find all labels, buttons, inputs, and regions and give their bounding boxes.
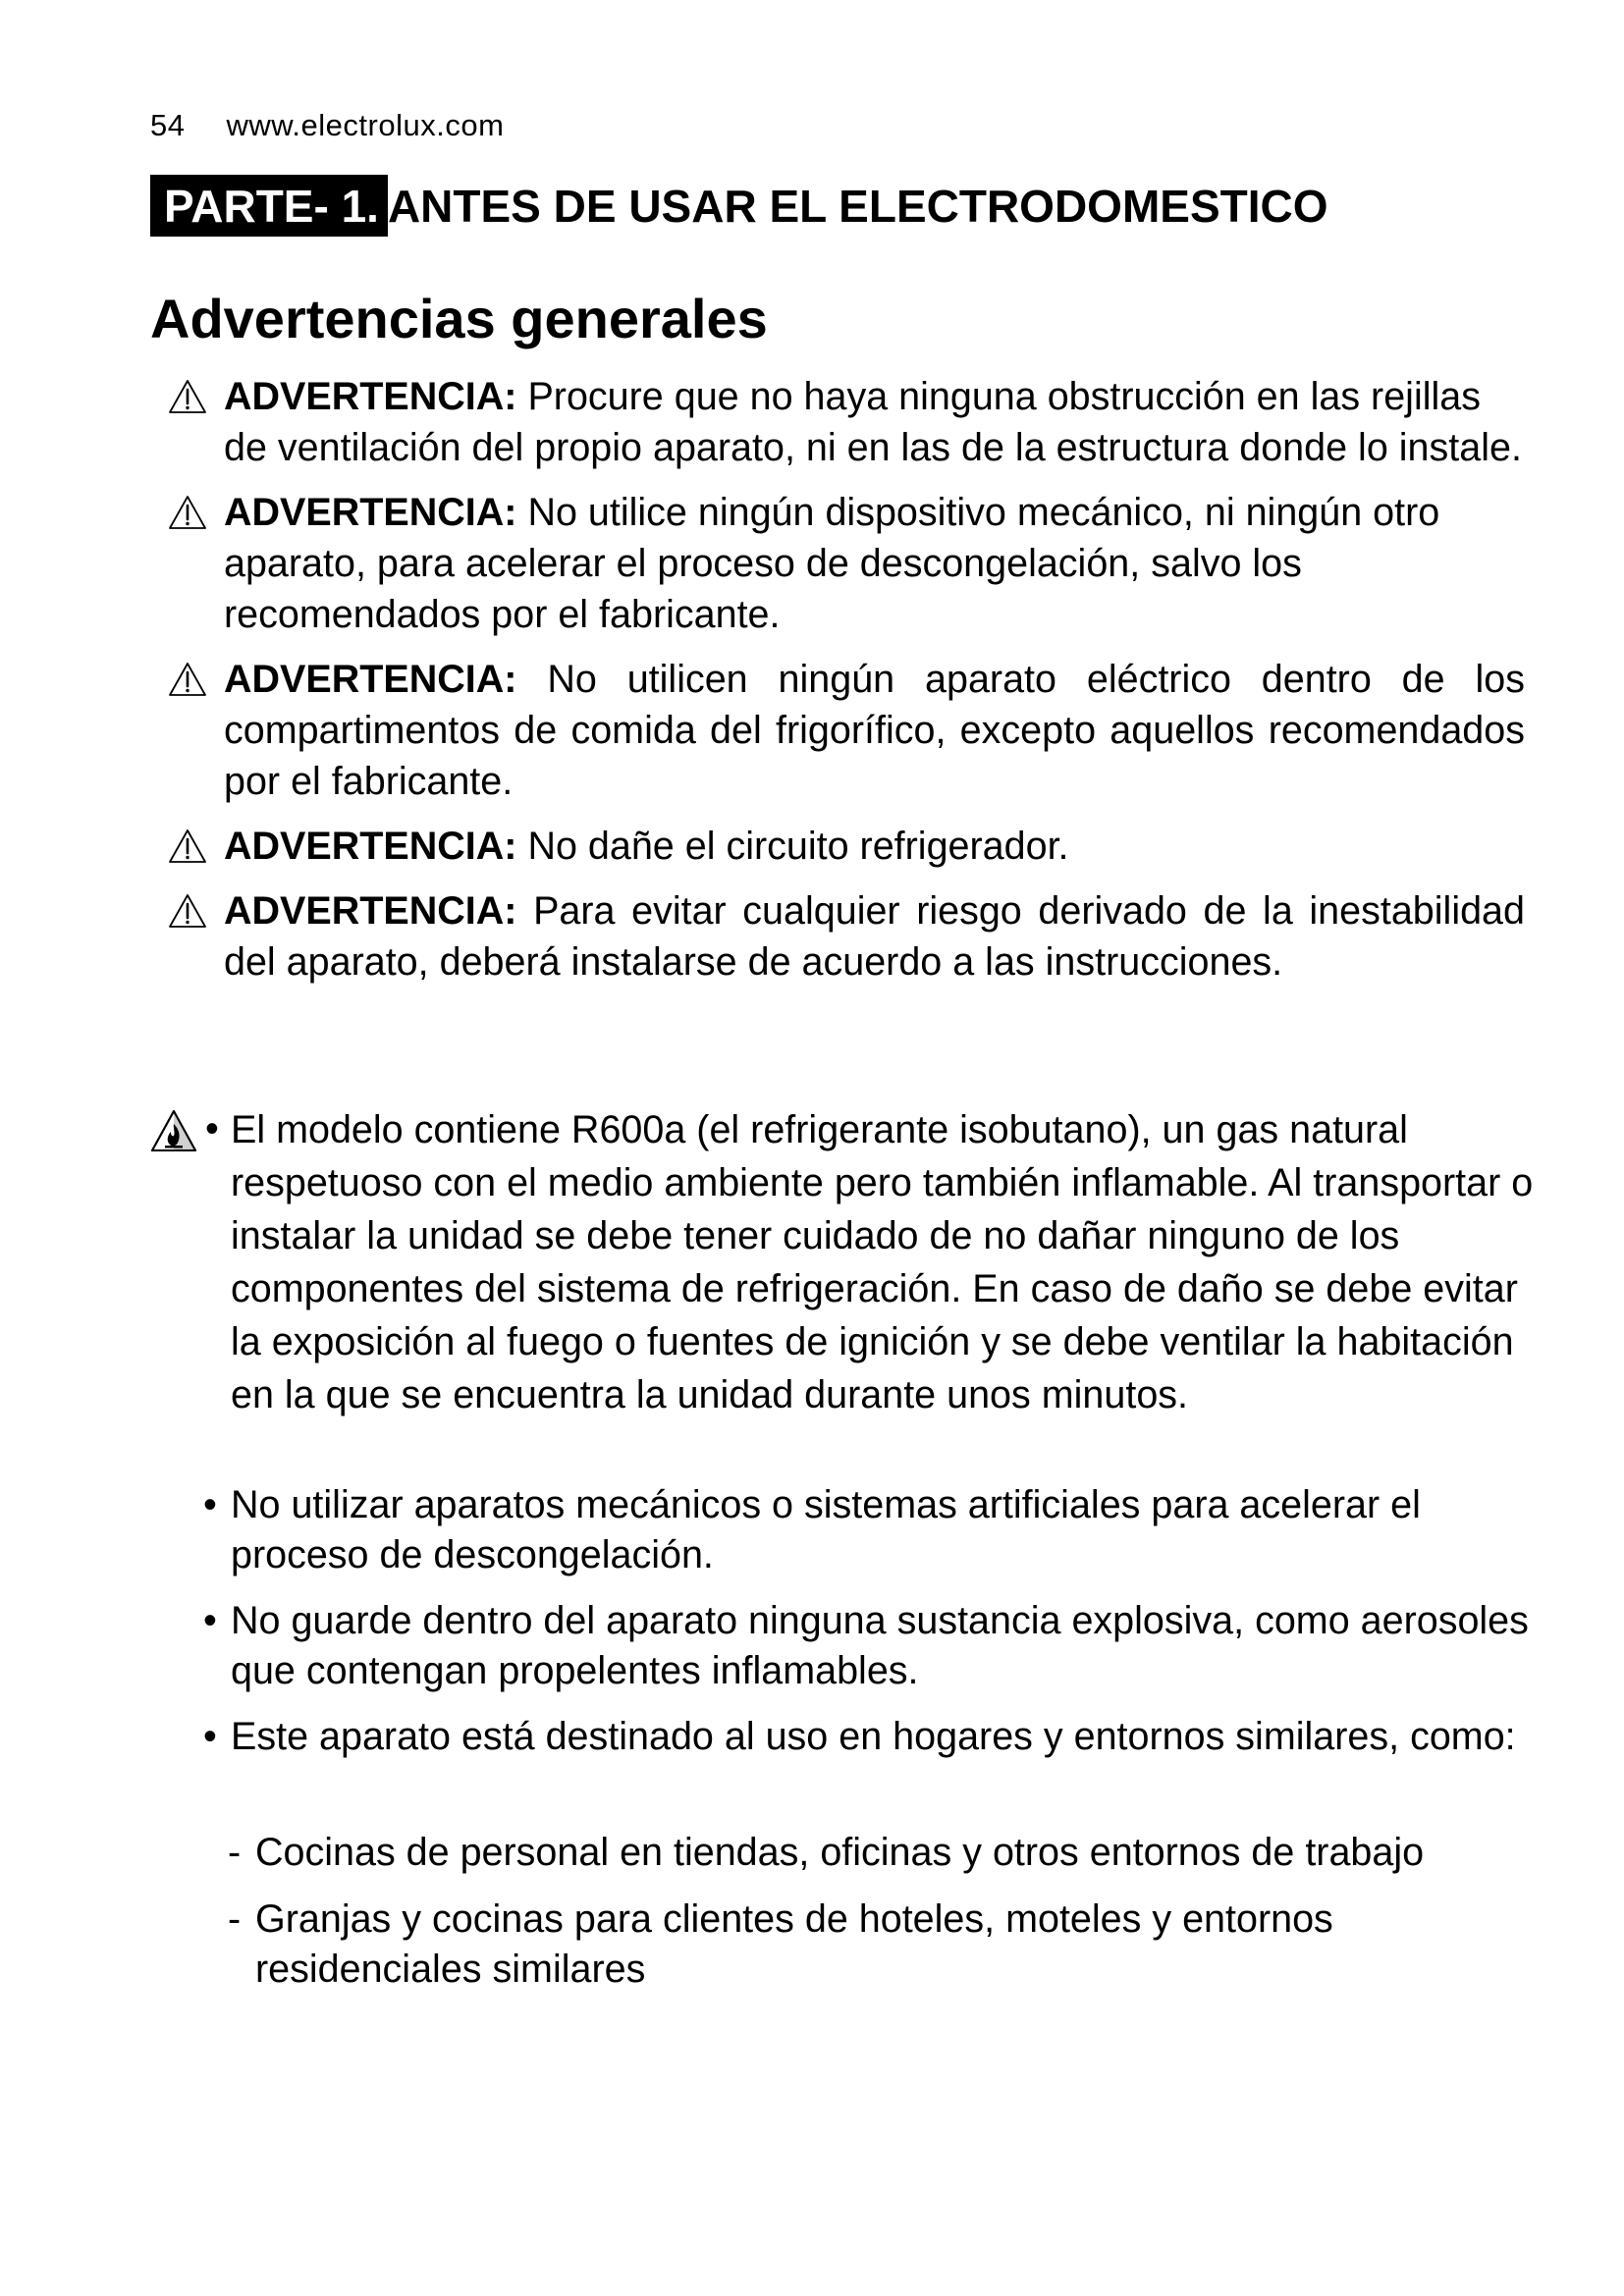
warning-text: No utilicen ningún aparato eléctrico dentro de los compartimentos de comida del frigorífico, excepto aquellos recomendados por el fabricante. xyxy=(224,658,1525,803)
warning-text: Procure que no haya ninguna obstrucción en las rejillas de ventilación del propio aparato, ni en las de la estructura donde lo instale. xyxy=(224,375,1522,469)
warning-item xyxy=(150,487,1525,640)
list-item xyxy=(201,1596,1566,1696)
list-item-text: No utilizar aparatos mecánicos o sistemas artificiales para acelerar el proceso de descongelación. xyxy=(231,1483,1421,1576)
warning-label: ADVERTENCIA: xyxy=(224,491,517,534)
flammable-warning-icon xyxy=(150,1109,197,1152)
list-item xyxy=(201,1480,1566,1580)
sub-list xyxy=(228,1828,1534,2011)
warning-triangle-icon xyxy=(168,893,207,929)
warning-text: Para evitar cualquier riesgo derivado de la inestabilidad del aparato, deberá instalarse de acuerdo a las instrucciones. xyxy=(224,889,1525,984)
page-number: 54 xyxy=(150,108,186,142)
warning-text: No utilice ningún dispositivo mecánico, ni ningún otro aparato, para acelerar el proceso de descongelación, salvo los recomendados por el fabricante. xyxy=(224,491,1440,636)
list-item-text: Este aparato está destinado al uso en hogares y entornos similares, como: xyxy=(231,1715,1516,1758)
warning-label: ADVERTENCIA: xyxy=(224,375,517,418)
flammable-note xyxy=(150,1103,1574,1421)
sub-list-item-text: Cocinas de personal en tiendas, oficinas y otros entornos de trabajo xyxy=(255,1831,1425,1874)
part-title: ANTES DE USAR EL ELECTRODOMESTICO xyxy=(387,180,1328,232)
website-link[interactable]: www.electrolux.com xyxy=(226,108,505,142)
part-heading xyxy=(150,175,1328,237)
list-item xyxy=(201,1712,1566,1762)
warning-item xyxy=(150,654,1525,807)
warning-triangle-icon xyxy=(168,495,207,530)
dash-marker: - xyxy=(228,1897,242,1941)
warning-triangle-icon xyxy=(168,662,207,697)
warning-list xyxy=(150,371,1525,1001)
warning-text: No dañe el circuito refrigerador. xyxy=(527,825,1069,868)
sub-list-item xyxy=(228,1895,1534,1995)
warning-label: ADVERTENCIA: xyxy=(224,658,517,701)
list-item-text: No guarde dentro del aparato ninguna sustancia explosiva, como aerosoles que contengan propelentes inflamables. xyxy=(231,1599,1529,1692)
warning-triangle-icon xyxy=(168,828,207,864)
bullet-marker: • xyxy=(203,1599,217,1642)
sub-list-item xyxy=(228,1828,1534,1878)
warning-label: ADVERTENCIA: xyxy=(224,825,517,868)
warning-item xyxy=(150,821,1525,872)
sub-list-item-text: Granjas y cocinas para clientes de hoteles, moteles y entornos residenciales similares xyxy=(255,1897,1333,1991)
warning-label: ADVERTENCIA: xyxy=(224,889,517,933)
bullet-list xyxy=(201,1480,1566,1778)
page-header xyxy=(150,108,504,143)
part-label: PARTE- 1. xyxy=(150,175,388,237)
dash-marker: - xyxy=(228,1831,242,1874)
warning-triangle-icon xyxy=(168,379,207,414)
bullet-marker: • xyxy=(203,1483,217,1526)
section-title: Advertencias generales xyxy=(150,288,768,349)
bullet-marker: • xyxy=(205,1107,219,1150)
warning-item xyxy=(150,885,1525,988)
bullet-marker: • xyxy=(203,1715,217,1758)
flammable-note-text: El modelo contiene R600a (el refrigerante isobutano), un gas natural respetuoso con el medio ambiente pero también inflamable. Al transportar o instalar la unidad se debe tener cuidado de no dañar ninguno de los componentes del sistema de refrigeración. En caso de daño se debe evitar la exposición al fuego o fuentes de ignición y se debe ventilar la habitación en la que se encuentra la unidad durante unos minutos. xyxy=(231,1108,1534,1416)
warning-item xyxy=(150,371,1525,473)
